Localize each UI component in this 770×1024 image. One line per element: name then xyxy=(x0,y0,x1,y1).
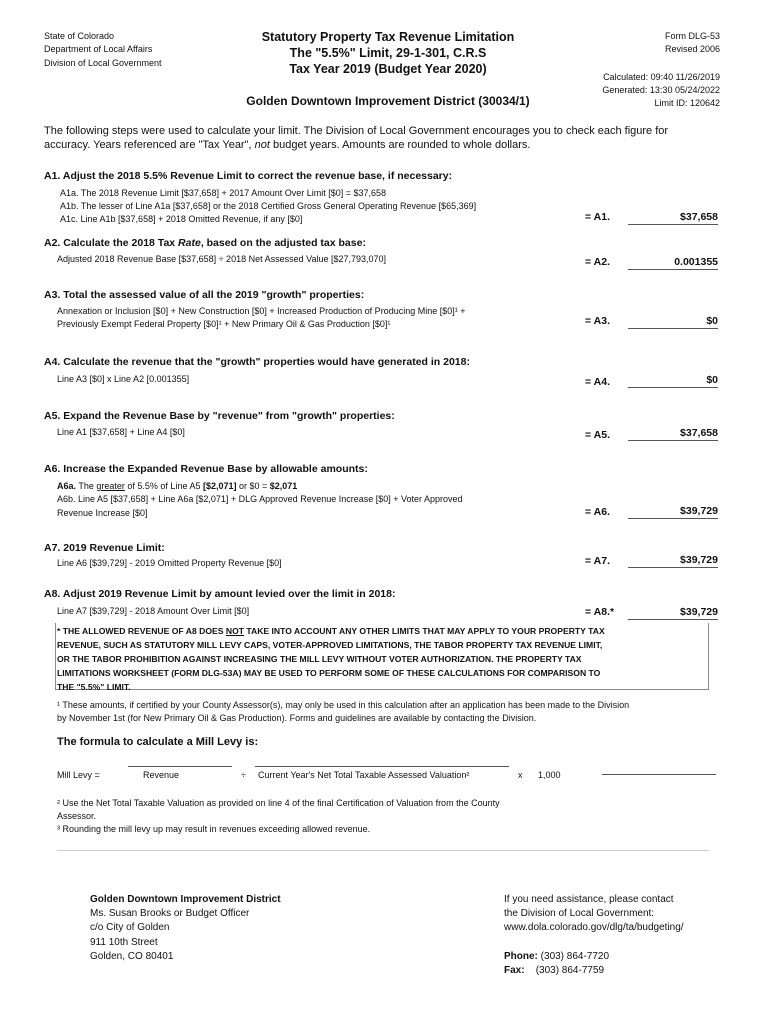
intro-line-2: accuracy. Years referenced are "Tax Year", not budget years. Amounts are rounded to whole dollars. xyxy=(44,139,531,151)
footnote-2-line-1: ² Use the Net Total Taxable Valuation as provided on line 4 of the final Certification of Valuation from the County xyxy=(57,798,500,808)
a6-value: $39,729 xyxy=(628,505,718,519)
footnote-3: ³ Rounding the mill levy up may result in revenues exceeding allowed revenue. xyxy=(57,824,371,834)
doc-title-3: Tax Year 2019 (Budget Year 2020) xyxy=(289,62,487,76)
warning-line-4: LIMITATIONS WORKSHEET (FORM DLG-53A) MAY BE USED TO PERFORM SOME OF THESE CALCULATIONS FOR COMPARISON TO xyxy=(57,668,601,678)
formula-divide: ÷ xyxy=(241,770,246,780)
a6b-line: A6b. Line A5 [$37,658] + Line A6a [$2,071] + DLG Approved Revenue Increase [$0] + Voter Approved xyxy=(57,494,463,504)
limit-id: Limit ID: 120642 xyxy=(654,98,720,108)
footnote-1-line-2: by November 1st (for New Primary Oil & Gas Production). Forms and guidelines are available by contacting the Division. xyxy=(57,713,537,723)
a5-heading: A5. Expand the Revenue Base by "revenue" from "growth" properties: xyxy=(44,410,395,422)
a7-value: $39,729 xyxy=(628,554,718,568)
agency-line-3: Division of Local Government xyxy=(44,58,162,68)
a5-line: Line A1 [$37,658] + Line A4 [$0] xyxy=(57,427,185,437)
address-name: Golden Downtown Improvement District xyxy=(90,894,281,905)
a3-value: $0 xyxy=(628,315,718,329)
warning-line-3: OR THE TABOR PROHIBITION AGAINST INCREASING THE MILL LEVY WITHOUT VOTER AUTHORIZATION. THE PROPERTY TAX xyxy=(57,654,582,664)
a3-line-2: Previously Exempt Federal Property [$0]¹ + New Primary Oil & Gas Production [$0]¹ xyxy=(57,319,391,329)
a2-heading: A2. Calculate the 2018 Tax Rate, based on the adjusted tax base: xyxy=(44,237,366,249)
address-line-2: c/o City of Golden xyxy=(90,922,170,933)
mill-levy-label: Mill Levy = xyxy=(57,770,100,780)
a3-heading: A3. Total the assessed value of all the 2019 "growth" properties: xyxy=(44,289,365,301)
fax-row: Fax: (303) 864-7759 xyxy=(504,965,605,976)
a1b-line: A1b. The lesser of Line A1a [$37,658] or the 2018 Certified Gross General Operating Revenue [$65,369] xyxy=(60,201,477,211)
address-line-1: Ms. Susan Brooks or Budget Officer xyxy=(90,908,250,919)
a1-heading: A1. Adjust the 2018 5.5% Revenue Limit to correct the revenue base, if necessary: xyxy=(44,170,453,182)
a1-label: = A1. xyxy=(585,211,610,223)
a5-value: $37,658 xyxy=(628,427,718,441)
generated-time: Generated: 13:30 05/24/2022 xyxy=(602,85,720,95)
a2-label: = A2. xyxy=(585,256,610,268)
warning-line-2: REVENUE, SUCH AS STATUTORY MILL LEVY CAPS, VOTER-APPROVED LIMITATIONS, THE TABOR PROPERTY TAX REVENUE LIMIT, xyxy=(57,640,603,650)
warning-line-5: THE "5.5%" LIMIT. xyxy=(57,682,131,692)
a3-label: = A3. xyxy=(585,315,610,327)
a8-heading: A8. Adjust 2019 Revenue Limit by amount levied over the limit in 2018: xyxy=(44,588,396,600)
form-revised: Revised 2006 xyxy=(664,44,720,54)
a4-label: = A4. xyxy=(585,376,610,388)
agency-line-2: Department of Local Affairs xyxy=(44,44,153,54)
formula-valuation: Current Year's Net Total Taxable Assessed Valuation² xyxy=(258,770,470,780)
a7-heading: A7. 2019 Revenue Limit: xyxy=(44,542,165,554)
doc-title-1: Statutory Property Tax Revenue Limitation xyxy=(261,30,515,44)
footnote-1-line-1: ¹ These amounts, if certified by your County Assessor(s), may only be used in this calculation after an application has been made to the Division xyxy=(57,700,630,710)
mill-levy-result-rule xyxy=(602,774,716,775)
a6b-line-cont: Revenue Increase [$0] xyxy=(57,508,148,518)
a5-label: = A5. xyxy=(585,429,610,441)
a6-label: = A6. xyxy=(585,506,610,518)
phone-row: Phone: (303) 864-7720 xyxy=(504,951,610,962)
divider xyxy=(57,850,709,851)
assist-line-2: the Division of Local Government: xyxy=(504,908,655,919)
a4-heading: A4. Calculate the revenue that the "growth" properties would have generated in 2018: xyxy=(44,356,470,368)
calculated-time: Calculated: 09:40 11/26/2019 xyxy=(603,72,720,82)
formula-heading: The formula to calculate a Mill Levy is: xyxy=(57,736,259,748)
agency-line-1: State of Colorado xyxy=(44,31,115,41)
assist-line-1: If you need assistance, please contact xyxy=(504,894,674,905)
a6-heading: A6. Increase the Expanded Revenue Base by allowable amounts: xyxy=(44,463,368,475)
formula-multiply: x xyxy=(518,770,523,780)
formula-revenue: Revenue xyxy=(143,770,180,780)
formula-thousand: 1,000 xyxy=(538,770,561,780)
doc-title-2: The "5.5%" Limit, 29-1-301, C.R.S xyxy=(289,46,487,60)
revenue-rule xyxy=(128,766,232,767)
a4-line: Line A3 [$0] x Line A2 [0.001355] xyxy=(57,374,190,384)
a8-value: $39,729 xyxy=(628,606,718,620)
a4-value: $0 xyxy=(628,374,718,388)
warning-line-1: * THE ALLOWED REVENUE OF A8 DOES NOT TAKE INTO ACCOUNT ANY OTHER LIMITS THAT MAY APPLY TO YOUR PROPERTY TAX xyxy=(57,626,605,636)
a3-line-1: Annexation or Inclusion [$0] + New Construction [$0] + Increased Production of Producing Mine [$0]¹ + xyxy=(57,306,466,316)
a2-value: 0.001355 xyxy=(628,256,718,270)
a6a-line: A6a. The greater of 5.5% of Line A5 [$2,071] or $0 = $2,071 xyxy=(57,481,298,491)
address-line-4: Golden, CO 80401 xyxy=(90,951,174,962)
a1c-line: A1c. Line A1b [$37,658] + 2018 Omitted Revenue, if any [$0] xyxy=(60,214,303,224)
footnote-2-line-2: Assessor. xyxy=(57,811,97,821)
a1a-line: A1a. The 2018 Revenue Limit [$37,658] + 2017 Amount Over Limit [$0] = $37,658 xyxy=(60,188,387,198)
assist-url[interactable]: www.dola.colorado.gov/dlg/ta/budgeting/ xyxy=(504,922,684,933)
a2-line: Adjusted 2018 Revenue Base [$37,658] ÷ 2018 Net Assessed Value [$27,793,070] xyxy=(57,254,387,264)
a7-line: Line A6 [$39,729] - 2019 Omitted Property Revenue [$0] xyxy=(57,558,282,568)
a1-value: $37,658 xyxy=(628,211,718,225)
a7-label: = A7. xyxy=(585,555,610,567)
address-line-3: 911 10th Street xyxy=(90,937,158,948)
district-name: Golden Downtown Improvement District (30034/1) xyxy=(246,94,530,108)
a8-label: = A8.* xyxy=(585,606,615,618)
a8-line: Line A7 [$39,729] - 2018 Amount Over Limit [$0] xyxy=(57,606,250,616)
valuation-rule xyxy=(255,766,509,767)
form-number: Form DLG-53 xyxy=(664,31,720,41)
intro-line-1: The following steps were used to calculate your limit. The Division of Local Government encourages you to check each figure for xyxy=(44,125,669,137)
